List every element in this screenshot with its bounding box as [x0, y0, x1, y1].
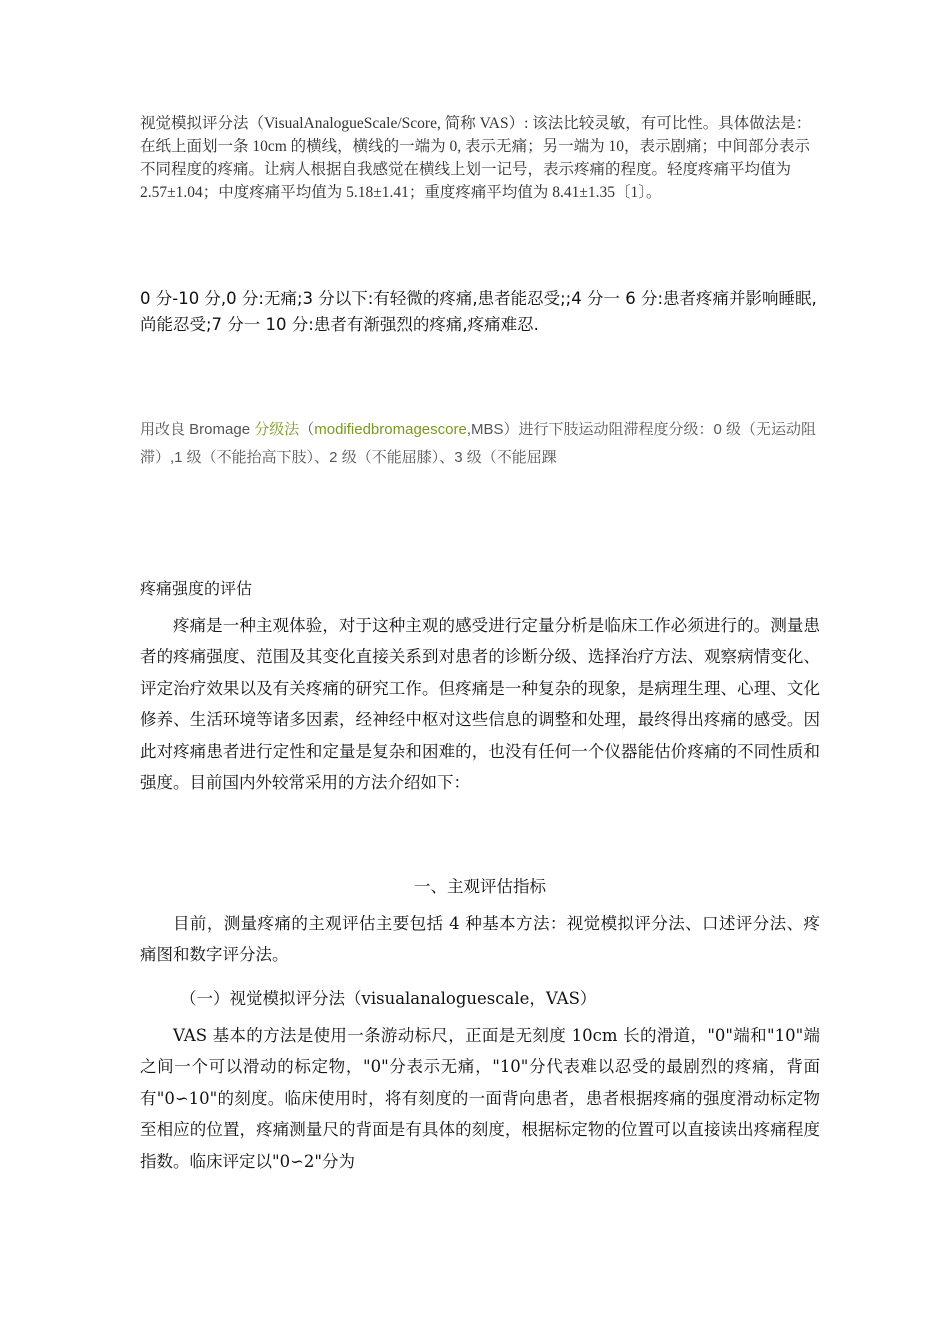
bromage-paragraph	[140, 416, 820, 472]
bromage-link-term[interactable]: modifiedbromagescore	[314, 421, 467, 438]
pain-intro-section	[140, 610, 820, 798]
vas-method-section	[140, 1020, 820, 1177]
vas-method-paragraph: VAS 基本的方法是使用一条游动标尺，正面是无刻度 10cm 长的滑道，"0"端和"10"端之间一个可以滑动的标定物，"0"分表示无痛，"10"分代表难以忍受的最剧烈的疼痛，背面有"0∽10"的刻度。临床使用时，将有刻度的一面背向患者，患者根据疼痛的强度滑动标定物至相应的位置，疼痛测量尺的背面是有具体的刻度，根据标定物的位置可以直接读出疼痛程度指数。临床评定以"0∽2"分为	[140, 1026, 820, 1171]
bromage-link-text[interactable]: 分级法	[254, 421, 300, 438]
methods-section	[140, 908, 820, 971]
bromage-text-mid: （	[299, 421, 315, 438]
section-title: 一、主观评估指标	[414, 877, 546, 896]
pain-intro-paragraph: 疼痛是一种主观体验，对于这种主观的感受进行定量分析是临床工作必须进行的。测量患者的疼痛强度、范围及其变化直接关系到对患者的诊断分级、选择治疗方法、观察病情变化、评定治疗效果以及有关疼痛的研究工作。但疼痛是一种复杂的现象，是病理生理、心理、文化修养、生活环境等诸多因素，经神经中枢对这些信息的调整和处理，最终得出疼痛的感受。因此对疼痛患者进行定性和定量是复杂和困难的，也没有任何一个仪器能估价疼痛的不同性质和强度。目前国内外较常采用的方法介绍如下：	[140, 616, 820, 793]
vas-subtitle: （一）视觉模拟评分法（visualanaloguescale，VAS）	[180, 989, 597, 1008]
methods-paragraph: 目前，测量疼痛的主观评估主要包括 4 种基本方法：视觉模拟评分法、口述评分法、疼痛图和数字评分法。	[140, 914, 820, 965]
bromage-text-before: 用改良 Bromage	[140, 421, 255, 438]
vas-intro-paragraph: 视觉模拟评分法（VisualAnalogueScale/Score, 简称 VAS）: 该法比较灵敏，有可比性。具体做法是：在纸上面划一条 10cm 的横线，横线的一端为 0, 表示无痛；另一端为 10，表示剧痛；中间部分表示不同程度的疼痛。让病人根据自我感觉在横线上划一记号，表示疼痛的程度。轻度疼痛平均值为 2.57±1.04；中度疼痛平均值为 5.18±1.41；重度疼痛平均值为 8.41±1.35〔1〕。	[140, 115, 812, 201]
pain-intensity-heading: 疼痛强度的评估	[140, 579, 253, 598]
score-scale-paragraph: 0 分-10 分,0 分:无痛;3 分以下:有轻微的疼痛,患者能忍受;;4 分一 6 分:患者疼痛并影响睡眠,尚能忍受;7 分一 10 分:患者有渐强烈的疼痛,疼痛难忍.	[140, 289, 817, 334]
bromage-text-after: ,MBS）进行下肢运动阻滞程度分级：0 级（无运动阻滞）,1 级（不能抬高下肢）、2 级（不能屈膝）、3 级（不能屈踝	[140, 421, 816, 466]
